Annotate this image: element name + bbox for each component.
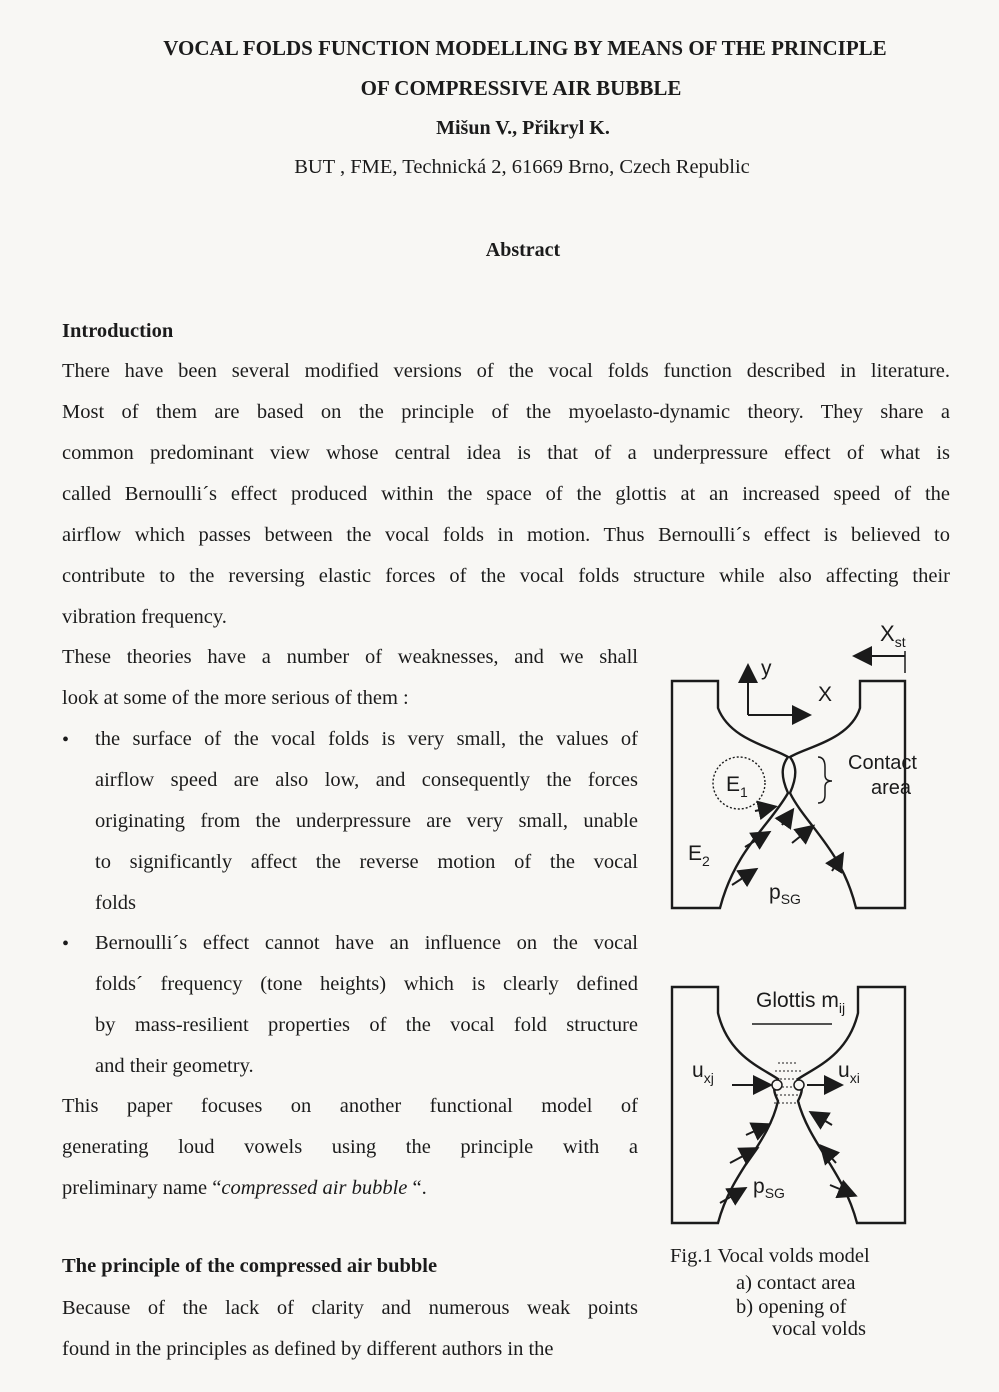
text-line: folds´ frequency (tone heights) which is clearly defined	[95, 973, 638, 995]
label-e2: $E_2$	[688, 842, 710, 869]
contact-brace	[818, 757, 832, 803]
figure-caption-b: b) opening of	[736, 1296, 847, 1318]
text-line: Most of them are based on the principle of the myoelasto-dynamic theory. They share a	[62, 401, 950, 423]
label-x: X	[818, 683, 833, 706]
text-line: folds	[95, 892, 136, 914]
introduction-heading: Introduction	[62, 320, 174, 342]
bullet-item-2	[95, 923, 638, 1087]
title-line-1: VOCAL FOLDS FUNCTION MODELLING BY MEANS OF THE PRINCIPLE	[163, 36, 887, 60]
text-line: This paper focuses on another functional model of	[62, 1095, 638, 1117]
text-line: by mass-resilient properties of the vocal fold structure	[95, 1014, 638, 1036]
principle-paragraph	[62, 1288, 638, 1370]
text-fragment: “.	[407, 1177, 427, 1199]
text-line: common predominant view whose central idea is that of a underpressure effect of what is	[62, 442, 950, 464]
label-glottis: Glottis $m_{ij}$	[756, 989, 846, 1016]
bullet-item-1	[95, 719, 638, 924]
weaknesses-paragraph	[62, 637, 638, 719]
mass-node-left	[772, 1080, 782, 1090]
text-line: airflow which passes between the vocal folds in motion. Thus Bernoulli´s effect is believed to	[62, 524, 950, 546]
text-line: Because of the lack of clarity and numerous weak points	[62, 1297, 638, 1319]
figure-caption-a: a) contact area	[736, 1272, 856, 1294]
text-line: airflow speed are also low, and consequently the forces	[95, 769, 638, 791]
introduction-paragraph	[62, 351, 950, 638]
text-line: There have been several modified versions of the vocal folds function described in literature.	[62, 360, 950, 382]
label-e1: $E_1$	[726, 773, 748, 800]
pressure-arrows	[720, 1113, 854, 1203]
figure-vocal-folds-opening	[660, 975, 920, 1235]
pressure-arrows	[732, 807, 842, 885]
bullet-marker: •	[62, 933, 70, 955]
focus-paragraph	[62, 1086, 638, 1209]
figure-caption: Fig.1 Vocal volds model	[670, 1245, 870, 1267]
abstract-heading: Abstract	[485, 239, 561, 261]
figure-vocal-folds-contact	[660, 615, 920, 915]
text-line: These theories have a number of weaknesses, and we shall	[62, 646, 638, 668]
text-line: generating loud vowels using the principle with a	[62, 1136, 638, 1158]
label-uxi: $u_{xi}$	[838, 1059, 860, 1086]
label-area: area	[871, 777, 912, 799]
mass-node-right	[794, 1080, 804, 1090]
bullet-marker: •	[62, 729, 70, 751]
text-fragment: preliminary name “	[62, 1177, 222, 1199]
text-line: and their geometry.	[95, 1055, 254, 1077]
label-psg: $p_{SG}$	[753, 1175, 785, 1201]
text-line: Bernoulli´s effect cannot have an influence on the vocal	[95, 932, 638, 954]
label-contact: Contact	[848, 752, 917, 774]
principle-heading: The principle of the compressed air bubble	[62, 1255, 438, 1277]
label-psg: $p_{SG}$	[769, 881, 801, 907]
text-line: contribute to the reversing elastic forces of the vocal folds structure while also affecting their	[62, 565, 950, 587]
figure-caption-b-cont: vocal volds	[772, 1318, 866, 1340]
text-line	[62, 1168, 638, 1209]
text-line: look at some of the more serious of them :	[62, 687, 409, 709]
text-line: called Bernoulli´s effect produced within the space of the glottis at an increased speed of the	[62, 483, 950, 505]
label-xst: $X_{st}$	[880, 621, 906, 650]
title-line-2: OF COMPRESSIVE AIR BUBBLE	[360, 76, 682, 100]
label-uxj: $u_{xj}$	[692, 1059, 714, 1086]
text-line: found in the principles as defined by different authors in the	[62, 1338, 554, 1360]
vocal-fold-outline	[672, 987, 905, 1223]
text-line: the surface of the vocal folds is very small, the values of	[95, 728, 638, 750]
text-line: to significantly affect the reverse motion of the vocal	[95, 851, 638, 873]
text-line: originating from the underpressure are very small, unable	[95, 810, 638, 832]
text-line: vibration frequency.	[62, 606, 227, 628]
italic-term: compressed air bubble	[221, 1177, 408, 1199]
authors: Mišun V., Přikryl K.	[436, 117, 610, 139]
affiliation: BUT , FME, Technická 2, 61669 Brno, Czech Republic	[294, 156, 750, 178]
label-y: y	[761, 657, 772, 680]
